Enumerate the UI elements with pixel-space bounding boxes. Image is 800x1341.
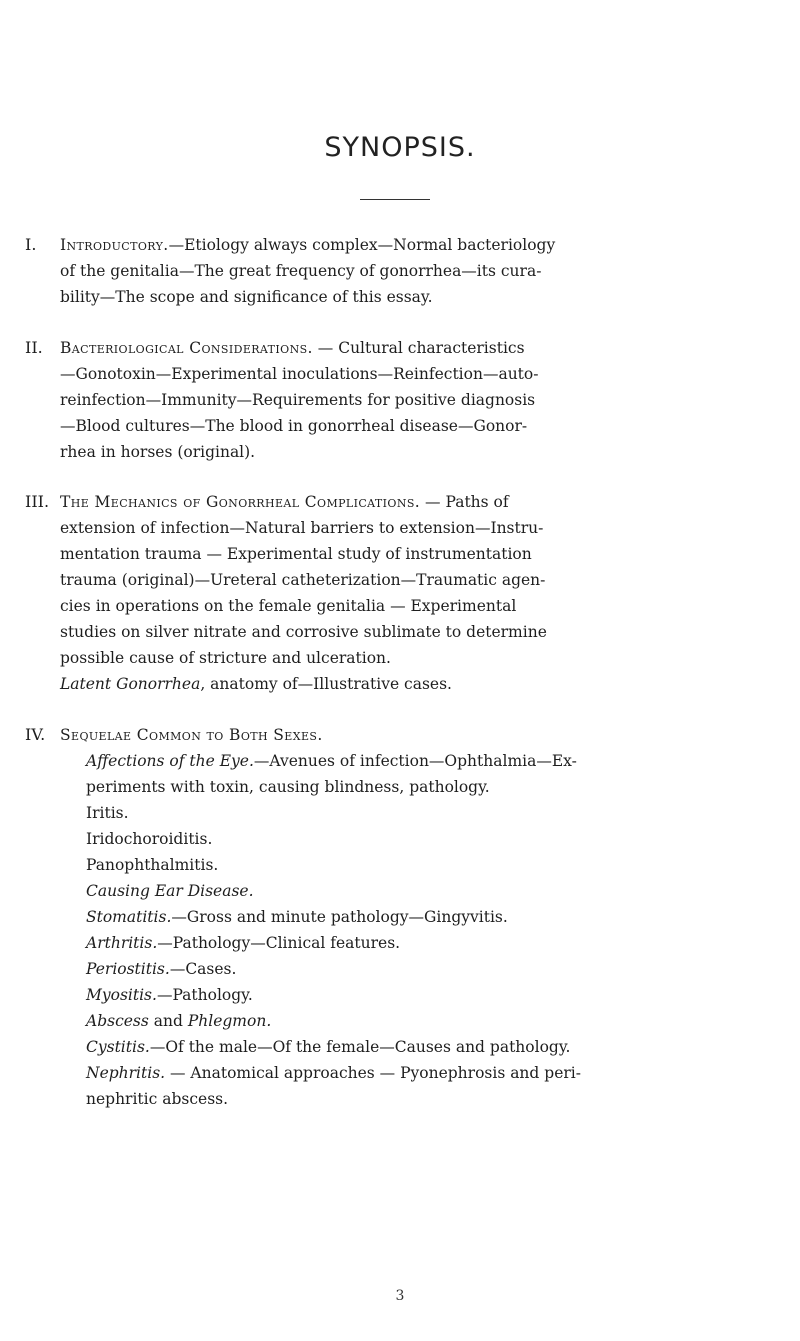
section-line: rhea in horses (original). [60,443,256,461]
section-line: reinfection—Immunity—Requirements for positive diagnosis [60,391,536,409]
section-heading: Bacteriological Considerations. [60,339,313,357]
section-line: studies on silver nitrate and corrosive sublimate to determine [60,623,547,641]
sequelae-item: Arthritis.—Pathology—Clinical features. [86,934,401,952]
section-body [60,232,750,310]
sequelae-item: Affections of the Eye.—Avenues of infection—Ophthalmia—Ex- [86,752,577,770]
sequelae-item: Cystitis.—Of the male—Of the female—Causes and pathology. [86,1038,571,1056]
section-heading: The Mechanics of Gonorrheal Complications. [60,493,421,511]
section-line [60,722,750,748]
section-numeral: II. [25,338,43,357]
section-line: The Mechanics of Gonorrheal Complications. — Paths of [60,493,509,511]
sequelae-item: Stomatitis.—Gross and minute pathology—Gingyvitis. [86,908,508,926]
section-heading: Sequelae Common to Both Sexes. [60,726,323,744]
section-heading: Introductory. [60,236,169,254]
sequelae-item: Iritis. [86,804,129,822]
sequelae-item: Nephritis. — Anatomical approaches — Pyonephrosis and peri- [86,1064,581,1082]
section-line: Introductory.—Etiology always complex—Normal bacteriology [60,236,556,254]
section-numeral: III. [25,492,50,511]
section-numeral: IV. [25,725,46,744]
sequelae-item: Myositis.—Pathology. [86,986,253,1004]
sequelae-item: periments with toxin, causing blindness, pathology. [86,778,490,796]
section-numeral: I. [25,235,37,254]
section-line: mentation trauma — Experimental study of instrumentation [60,545,532,563]
section-line: trauma (original)—Ureteral catheterization—Traumatic agen- [60,571,546,589]
latent-gonorrhea-line: Latent Gonorrhea, anatomy of—Illustrative cases. [60,675,452,693]
section-line: of the genitalia—The great frequency of gonorrhea—its cura- [60,262,542,280]
section-line: —Gonotoxin—Experimental inoculations—Reinfection—auto- [60,365,539,383]
section-body [60,335,750,465]
sequelae-item: Causing Ear Disease. [86,882,254,900]
page-title: SYNOPSIS. [324,132,476,163]
section-body [60,722,750,748]
sequelae-item: Iridochoroiditis. [86,830,213,848]
sequelae-item: Abscess and Phlegmon. [86,1012,272,1030]
section-line: Bacteriological Considerations. — Cultural characteristics [60,339,525,357]
section-line: extension of infection—Natural barriers to extension—Instru- [60,519,544,537]
sequelae-item: Panophthalmitis. [86,856,219,874]
page-number: 3 [395,1288,405,1304]
sequelae-item: Periostitis.—Cases. [86,960,237,978]
section-line: possible cause of stricture and ulceration. [60,649,391,667]
section-line: bility—The scope and significance of this essay. [60,288,433,306]
section-body [60,489,750,697]
sequelae-item: nephritic abscess. [86,1090,229,1108]
section-line: —Blood cultures—The blood in gonorrheal disease—Gonor- [60,417,528,435]
section-line: cies in operations on the female genitalia — Experimental [60,597,517,615]
